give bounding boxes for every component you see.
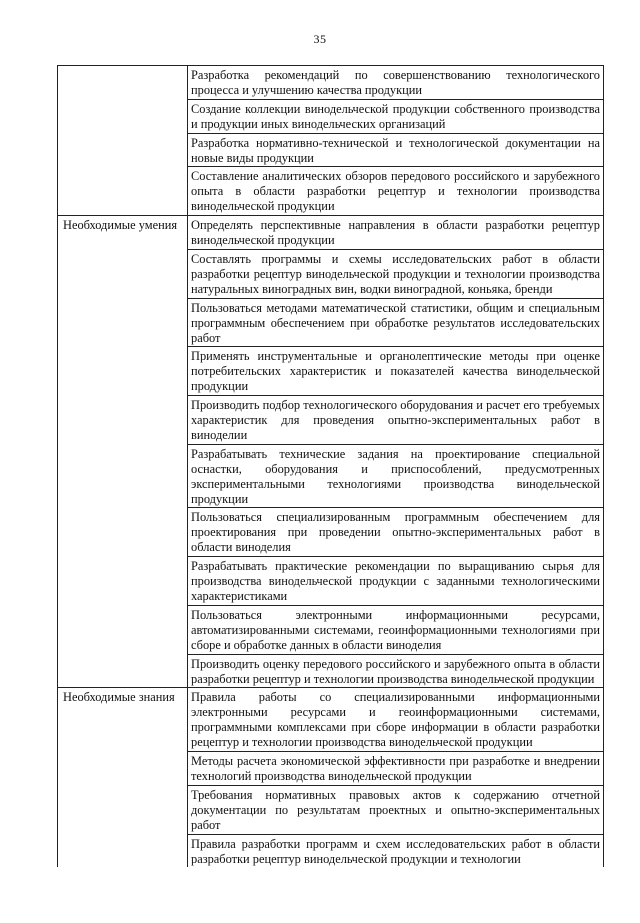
requirement-item: Разработка нормативно-технической и технологической документации на новые виды продукции (188, 133, 604, 167)
requirement-item: Разрабатывать практические рекомендации по выращиванию сырья для производства винодельческой продукции с заданными технологическими характеристиками (188, 557, 604, 606)
table-row (58, 66, 604, 100)
requirement-item: Производить оценку передового российского и зарубежного опыта в области разработки рецептур и технологии производства винодельческой продукции (188, 654, 604, 688)
section-label: Необходимые умения (58, 216, 188, 688)
section-label: Необходимые знания (58, 688, 188, 867)
requirement-item: Создание коллекции винодельческой продукции собственного производства и продукции иных винодельческих организаций (188, 99, 604, 133)
requirement-item: Пользоваться специализированным программным обеспечением для проектирования при проведении опытно-экспериментальных работ в области виноделия (188, 508, 604, 557)
requirements-table (57, 65, 604, 867)
table-row (58, 216, 604, 250)
table-row (58, 688, 604, 752)
section-label (58, 66, 188, 216)
requirement-item: Правила работы со специализированными информационными электронными ресурсами и геоинформационными системами, программными комплексами при сборе информации в области разработки рецептур и технологии производства винодельческой продукции (188, 688, 604, 752)
requirement-item: Составление аналитических обзоров передового российского и зарубежного опыта в области разработки рецептур и технологии производства винодельческой продукции (188, 167, 604, 216)
requirement-item: Методы расчета экономической эффективности при разработке и внедрении технологий производства винодельческой продукции (188, 752, 604, 786)
requirement-item: Разработка рекомендаций по совершенствованию технологического процесса и улучшению качества продукции (188, 66, 604, 100)
requirement-item: Производить подбор технологического оборудования и расчет его требуемых характеристик для проведения опытно-экспериментальных работ в виноделии (188, 396, 604, 445)
requirement-item: Пользоваться электронными информационными ресурсами, автоматизированными системами, геоинформационными технологиями при сборе и обработке данных в области виноделия (188, 605, 604, 654)
requirement-item: Правила разработки программ и схем исследовательских работ в области разработки рецептур винодельческой продукции и технологии (188, 834, 604, 867)
requirement-item: Требования нормативных правовых актов к содержанию отчетной документации по результатам проектных и опытно-экспериментальных работ (188, 785, 604, 834)
requirement-item: Разрабатывать технические задания на проектирование специальной оснастки, оборудования и приспособлений, предусмотренных экспериментальными технологиями производства винодельческой продукции (188, 444, 604, 508)
requirement-item: Пользоваться методами математической статистики, общим и специальным программным обеспечением при обработке результатов исследовательских работ (188, 298, 604, 347)
requirement-item: Определять перспективные направления в области разработки рецептур винодельческой продукции (188, 216, 604, 250)
requirement-item: Составлять программы и схемы исследовательских работ в области разработки рецептур винодельческой продукции и технологии производства натуральных виноградных вин, водки виноградной, коньяка, бренди (188, 249, 604, 298)
requirement-item: Применять инструментальные и органолептические методы при оценке потребительских характеристик и показателей качества винодельческой продукции (188, 347, 604, 396)
page-number: 35 (313, 32, 327, 46)
table-body (58, 66, 604, 868)
